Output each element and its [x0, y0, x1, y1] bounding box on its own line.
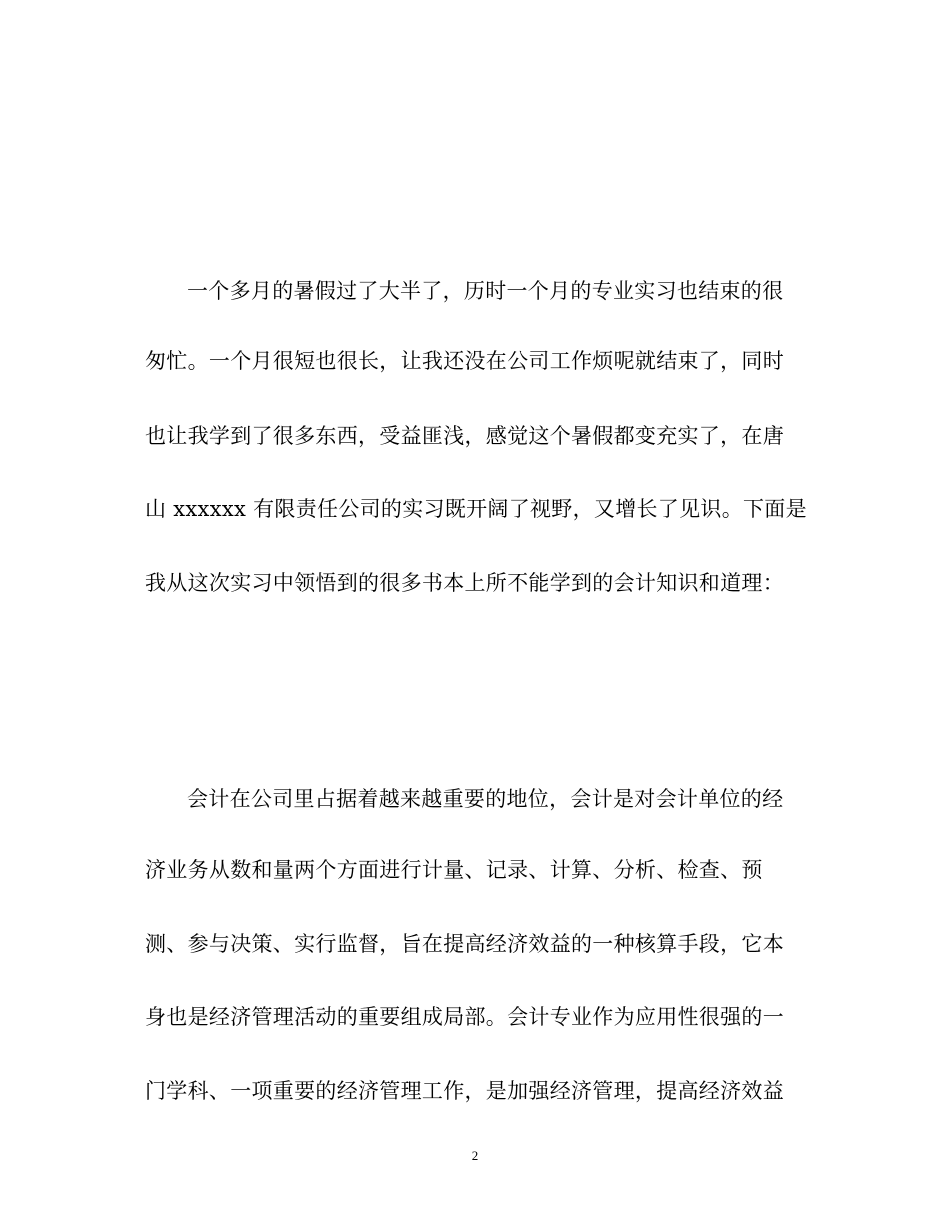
paragraph-2-line-2: 济业务从数和量两个方面进行计量、记录、计算、分析、检查、预 [145, 858, 763, 882]
paragraph-2-line-5: 门学科、一项重要的经济管理工作，是加强经济管理，提高经济效益 [145, 1079, 784, 1103]
paragraph-1-line-5: 我从这次实习中领悟到的很多书本上所不能学到的会计知识和道理： [145, 571, 784, 595]
paragraph-1-line-4: 山 xxxxxx 有限责任公司的实习既开阔了视野，又增长了见识。下面是 [145, 497, 807, 521]
paragraph-1-line-1: 一个多月的暑假过了大半了，历时一个月的专业实习也结束的很 [187, 279, 784, 303]
paragraph-2-line-3: 测、参与决策、实行监督，旨在提高经济效益的一种核算手段，它本 [145, 932, 784, 956]
paragraph-2-line-1: 会计在公司里占据着越来越重要的地位，会计是对会计单位的经 [187, 787, 784, 811]
page-number: 2 [471, 1148, 479, 1163]
paragraph-1-line-2: 匆忙。一个月很短也很长，让我还没在公司工作烦呢就结束了，同时 [145, 349, 784, 373]
paragraph-2-line-4: 身也是经济管理活动的重要组成局部。会计专业作为应用性很强的一 [145, 1005, 784, 1029]
paragraph-1-line-3: 也让我学到了很多东西，受益匪浅，感觉这个暑假都变充实了，在唐 [145, 424, 784, 448]
